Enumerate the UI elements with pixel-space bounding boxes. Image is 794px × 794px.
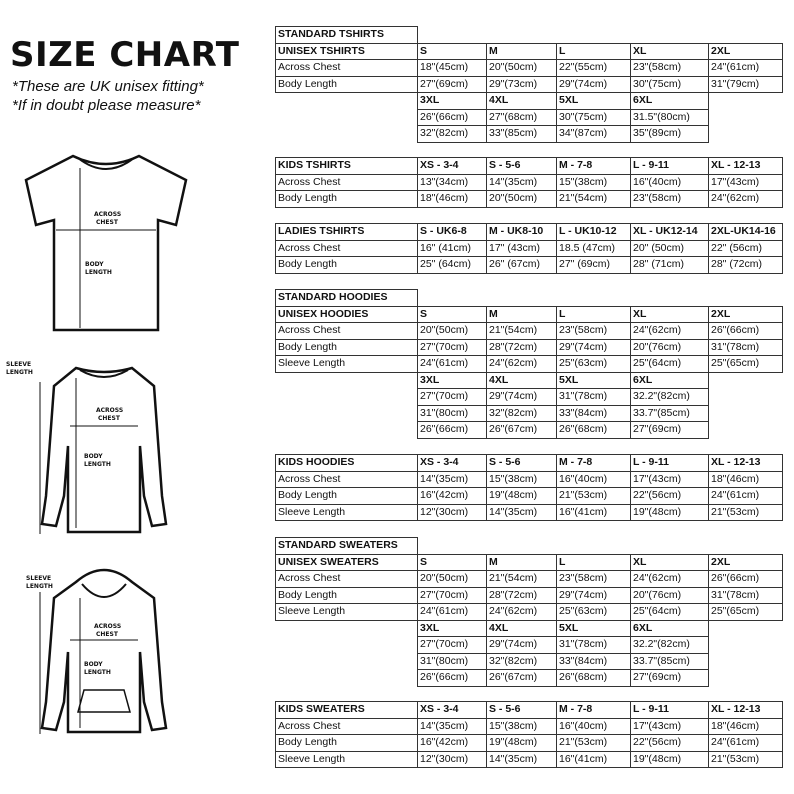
standard-sweaters-table — [275, 537, 783, 687]
header-cell: XL - UK12-14 — [631, 224, 709, 241]
table-cell: 14"(35cm) — [418, 718, 487, 735]
table-row — [276, 76, 783, 93]
header-cell: S — [418, 306, 487, 323]
table-cell: 27"(69cm) — [631, 422, 709, 439]
header-cell: M — [487, 306, 557, 323]
table-cell: 19"(48cm) — [631, 504, 709, 521]
table-cell: 20"(50cm) — [418, 571, 487, 588]
table-cell: 20" (50cm) — [631, 240, 709, 257]
table-cell: 16"(41cm) — [557, 751, 631, 768]
table-cell: 24"(61cm) — [418, 604, 487, 621]
table-row — [276, 60, 783, 77]
table-cell: 26"(66cm) — [709, 323, 783, 340]
header-cell: L - 9-11 — [631, 702, 709, 719]
table-cell: 33.7"(85cm) — [631, 653, 709, 670]
table-row — [276, 735, 783, 752]
header-cell: 2XL-UK14-16 — [709, 224, 783, 241]
table-row — [276, 27, 783, 44]
table-cell: 22" (56cm) — [709, 240, 783, 257]
kids-hoodies-table — [275, 454, 783, 521]
table-cell: 26"(66cm) — [418, 109, 487, 126]
table-cell: 21"(53cm) — [557, 488, 631, 505]
table-cell: 31"(78cm) — [557, 389, 631, 406]
header-cell: XL — [631, 306, 709, 323]
table-cell: 27"(70cm) — [418, 637, 487, 654]
table-cell: Sleeve Length — [276, 604, 418, 621]
table-cell: Across Chest — [276, 471, 418, 488]
table-row — [276, 43, 783, 60]
table-row — [276, 389, 783, 406]
table-cell: 15"(38cm) — [557, 174, 631, 191]
table-row — [276, 538, 783, 555]
table-cell: 27"(70cm) — [418, 587, 487, 604]
empty-cell — [709, 637, 783, 654]
table-cell: 14"(35cm) — [487, 174, 557, 191]
table-cell: 25"(65cm) — [709, 604, 783, 621]
table-row — [276, 191, 783, 208]
table-cell: 12"(30cm) — [418, 751, 487, 768]
table-cell: 32"(82cm) — [418, 126, 487, 143]
table-cell: Body Length — [276, 76, 418, 93]
header-cell: 4XL — [487, 372, 557, 389]
empty-cell — [276, 109, 418, 126]
table-row — [276, 257, 783, 274]
table-cell: 26"(68cm) — [557, 670, 631, 687]
table-cell: 19"(48cm) — [487, 735, 557, 752]
table-cell: Sleeve Length — [276, 504, 418, 521]
empty-cell — [276, 405, 418, 422]
table-cell: 20"(50cm) — [487, 191, 557, 208]
table-cell: 27" (69cm) — [557, 257, 631, 274]
table-row — [276, 339, 783, 356]
table-row — [276, 471, 783, 488]
empty-cell — [276, 620, 418, 637]
table-cell: 23"(58cm) — [557, 571, 631, 588]
header-cell: S - 5-6 — [487, 702, 557, 719]
table-cell: 16"(40cm) — [557, 471, 631, 488]
table-cell: 32.2"(82cm) — [631, 389, 709, 406]
standard-hoodies-table — [275, 289, 783, 439]
header-cell: L — [557, 306, 631, 323]
table-row — [276, 356, 783, 373]
header-cell: L — [557, 43, 631, 60]
table-row — [276, 126, 783, 143]
table-cell: 20"(50cm) — [487, 60, 557, 77]
table-cell: 23"(58cm) — [631, 191, 709, 208]
table-cell: 21"(53cm) — [709, 751, 783, 768]
table-cell: 31"(78cm) — [557, 637, 631, 654]
table-row — [276, 323, 783, 340]
table-cell: 29"(74cm) — [557, 339, 631, 356]
table-cell: 21"(53cm) — [709, 504, 783, 521]
table-cell: 24"(62cm) — [487, 604, 557, 621]
header-cell: STANDARD SWEATERS — [276, 538, 418, 555]
empty-cell — [276, 637, 418, 654]
header-cell: XS - 3-4 — [418, 158, 487, 175]
header-cell: S — [418, 43, 487, 60]
empty-cell — [276, 653, 418, 670]
table-cell: 12"(30cm) — [418, 504, 487, 521]
table-cell: 21"(54cm) — [487, 323, 557, 340]
hoodie-across-label-2: CHEST — [96, 631, 118, 638]
tshirt-body-label-2: LENGTH — [85, 269, 112, 276]
empty-cell — [276, 670, 418, 687]
header-cell: UNISEX TSHIRTS — [276, 43, 418, 60]
table-cell: 23"(58cm) — [631, 60, 709, 77]
table-cell: 17"(43cm) — [709, 174, 783, 191]
header-cell: M — [487, 554, 557, 571]
table-cell: 31"(80cm) — [418, 653, 487, 670]
table-cell: 32.2"(82cm) — [631, 637, 709, 654]
empty-cell — [276, 372, 418, 389]
table-cell: 34"(87cm) — [557, 126, 631, 143]
table-cell: Body Length — [276, 257, 418, 274]
empty-cell — [709, 653, 783, 670]
table-cell: 19"(48cm) — [487, 488, 557, 505]
header-cell: 6XL — [631, 620, 709, 637]
table-cell: 23"(58cm) — [557, 323, 631, 340]
table-cell: 17"(43cm) — [631, 471, 709, 488]
hoodie-body-label: BODY — [84, 661, 103, 668]
header-cell: M - 7-8 — [557, 158, 631, 175]
hoodie-sleeve-label: SLEEVE — [26, 575, 52, 582]
table-cell: 28"(72cm) — [487, 587, 557, 604]
table-row — [276, 290, 783, 307]
hoodie-across-label: ACROSS — [94, 623, 122, 630]
table-cell: 14"(35cm) — [487, 751, 557, 768]
empty-cell — [709, 670, 783, 687]
sweater-sleeve-label: SLEEVE — [6, 361, 32, 368]
table-cell: 21"(54cm) — [487, 571, 557, 588]
empty-cell — [709, 126, 783, 143]
table-cell: 33"(84cm) — [557, 405, 631, 422]
table-cell: 27"(70cm) — [418, 389, 487, 406]
header-cell: L - 9-11 — [631, 455, 709, 472]
table-cell: 16"(42cm) — [418, 735, 487, 752]
table-cell: 35"(89cm) — [631, 126, 709, 143]
table-cell: 29"(74cm) — [487, 637, 557, 654]
header-cell: STANDARD TSHIRTS — [276, 27, 418, 44]
header-cell: 5XL — [557, 93, 631, 110]
table-cell: Across Chest — [276, 571, 418, 588]
table-cell: 18"(46cm) — [418, 191, 487, 208]
table-row — [276, 93, 783, 110]
tshirt-across-label-2: CHEST — [96, 219, 118, 226]
table-row — [276, 702, 783, 719]
table-cell: Across Chest — [276, 240, 418, 257]
table-cell: Body Length — [276, 191, 418, 208]
table-cell: 26"(67cm) — [487, 422, 557, 439]
table-cell: 33.7"(85cm) — [631, 405, 709, 422]
empty-cell — [709, 620, 783, 637]
empty-cell — [709, 422, 783, 439]
sweater-body-label: BODY — [84, 453, 103, 460]
table-cell: 30"(75cm) — [631, 76, 709, 93]
table-cell: 26"(66cm) — [418, 422, 487, 439]
table-cell: 26"(68cm) — [557, 422, 631, 439]
header-cell: M — [487, 43, 557, 60]
header-cell: KIDS SWEATERS — [276, 702, 418, 719]
table-cell: 32"(82cm) — [487, 653, 557, 670]
table-cell: 27"(69cm) — [631, 670, 709, 687]
header-cell: 2XL — [709, 306, 783, 323]
table-cell: 31"(80cm) — [418, 405, 487, 422]
header-cell: 2XL — [709, 43, 783, 60]
tshirt-body-label: BODY — [85, 261, 104, 268]
table-row — [276, 224, 783, 241]
kids-tshirts-table — [275, 157, 783, 208]
table-row — [276, 571, 783, 588]
header-cell: XL — [631, 554, 709, 571]
table-row — [276, 751, 783, 768]
table-cell: 27"(70cm) — [418, 339, 487, 356]
header-cell: S - UK6-8 — [418, 224, 487, 241]
table-row — [276, 174, 783, 191]
table-cell: 33"(84cm) — [557, 653, 631, 670]
empty-cell — [709, 372, 783, 389]
table-row — [276, 670, 783, 687]
table-cell: 17" (43cm) — [487, 240, 557, 257]
table-cell: 19"(48cm) — [631, 751, 709, 768]
header-cell: XL - 12-13 — [709, 702, 783, 719]
empty-cell — [709, 389, 783, 406]
table-row — [276, 620, 783, 637]
empty-cell — [709, 93, 783, 110]
table-cell: 25"(64cm) — [631, 604, 709, 621]
table-cell: 20"(76cm) — [631, 339, 709, 356]
table-cell: 16" (41cm) — [418, 240, 487, 257]
table-cell: 27"(68cm) — [487, 109, 557, 126]
table-row — [276, 554, 783, 571]
table-row — [276, 455, 783, 472]
table-cell: 24"(61cm) — [709, 60, 783, 77]
table-cell: 13"(34cm) — [418, 174, 487, 191]
table-cell: 26"(67cm) — [487, 670, 557, 687]
table-cell: 31"(79cm) — [709, 76, 783, 93]
table-cell: Sleeve Length — [276, 751, 418, 768]
table-cell: 16"(42cm) — [418, 488, 487, 505]
header-cell: XL - 12-13 — [709, 455, 783, 472]
header-cell: M - UK8-10 — [487, 224, 557, 241]
table-cell: 31"(78cm) — [709, 587, 783, 604]
header-cell: XL — [631, 43, 709, 60]
empty-cell — [418, 290, 783, 307]
header-cell: L - UK10-12 — [557, 224, 631, 241]
header-cell: 6XL — [631, 93, 709, 110]
table-cell: 20"(50cm) — [418, 323, 487, 340]
table-cell: 17"(43cm) — [631, 718, 709, 735]
table-cell: Sleeve Length — [276, 356, 418, 373]
table-row — [276, 587, 783, 604]
table-cell: Across Chest — [276, 323, 418, 340]
header-cell: 3XL — [418, 93, 487, 110]
header-cell: S - 5-6 — [487, 455, 557, 472]
header-cell: S — [418, 554, 487, 571]
table-cell: 29"(74cm) — [557, 76, 631, 93]
empty-cell — [276, 126, 418, 143]
sweater-across-label: ACROSS — [96, 407, 124, 414]
table-row — [276, 372, 783, 389]
table-row — [276, 405, 783, 422]
empty-cell — [709, 109, 783, 126]
header-cell: XL - 12-13 — [709, 158, 783, 175]
table-cell: 24"(62cm) — [487, 356, 557, 373]
header-cell: XS - 3-4 — [418, 455, 487, 472]
table-cell: Across Chest — [276, 174, 418, 191]
standard-tshirts-table — [275, 26, 783, 143]
header-cell: LADIES TSHIRTS — [276, 224, 418, 241]
table-cell: 26"(66cm) — [418, 670, 487, 687]
sweater-sleeve-label-2: LENGTH — [6, 369, 33, 376]
table-cell: Body Length — [276, 488, 418, 505]
table-cell: 25"(63cm) — [557, 604, 631, 621]
table-cell: 18"(45cm) — [418, 60, 487, 77]
table-cell: 24"(62cm) — [709, 191, 783, 208]
table-cell: 24"(61cm) — [418, 356, 487, 373]
header-cell: STANDARD HOODIES — [276, 290, 418, 307]
header-cell: KIDS HOODIES — [276, 455, 418, 472]
empty-cell — [276, 389, 418, 406]
table-cell: Across Chest — [276, 718, 418, 735]
empty-cell — [276, 422, 418, 439]
header-cell: M - 7-8 — [557, 455, 631, 472]
table-cell: 25"(63cm) — [557, 356, 631, 373]
note-measure: *If in doubt please measure* — [12, 97, 201, 114]
table-cell: 32"(82cm) — [487, 405, 557, 422]
table-cell: 24"(62cm) — [631, 323, 709, 340]
hoodie-sleeve-label-2: LENGTH — [26, 583, 53, 590]
page-title: SIZE CHART — [10, 35, 240, 75]
table-cell: 18"(46cm) — [709, 718, 783, 735]
sweater-across-label-2: CHEST — [98, 415, 120, 422]
table-cell: Body Length — [276, 339, 418, 356]
table-row — [276, 109, 783, 126]
sweater-illustration — [4, 356, 174, 546]
table-cell: 14"(35cm) — [487, 504, 557, 521]
table-cell: 16"(41cm) — [557, 504, 631, 521]
table-cell: 20"(76cm) — [631, 587, 709, 604]
header-cell: S - 5-6 — [487, 158, 557, 175]
header-cell: 4XL — [487, 620, 557, 637]
ladies-tshirts-table — [275, 223, 783, 274]
empty-cell — [276, 93, 418, 110]
table-cell: 22"(56cm) — [631, 488, 709, 505]
table-cell: 21"(54cm) — [557, 191, 631, 208]
header-cell: 2XL — [709, 554, 783, 571]
table-row — [276, 158, 783, 175]
table-cell: 16"(40cm) — [557, 718, 631, 735]
table-cell: 26" (67cm) — [487, 257, 557, 274]
table-row — [276, 504, 783, 521]
table-cell: Body Length — [276, 587, 418, 604]
kids-sweaters-table — [275, 701, 783, 768]
table-row — [276, 718, 783, 735]
header-cell: 5XL — [557, 372, 631, 389]
table-cell: 15"(38cm) — [487, 471, 557, 488]
table-cell: 16"(40cm) — [631, 174, 709, 191]
table-row — [276, 653, 783, 670]
table-cell: 24"(62cm) — [631, 571, 709, 588]
empty-cell — [709, 405, 783, 422]
header-cell: 5XL — [557, 620, 631, 637]
empty-cell — [418, 538, 783, 555]
header-cell: 3XL — [418, 372, 487, 389]
header-cell: XS - 3-4 — [418, 702, 487, 719]
table-row — [276, 306, 783, 323]
table-cell: 29"(73cm) — [487, 76, 557, 93]
table-cell: 31"(78cm) — [709, 339, 783, 356]
table-cell: 28" (71cm) — [631, 257, 709, 274]
table-cell: 22"(56cm) — [631, 735, 709, 752]
table-cell: 30"(75cm) — [557, 109, 631, 126]
table-cell: 31.5"(80cm) — [631, 109, 709, 126]
tshirt-illustration — [18, 150, 194, 336]
table-cell: 25"(65cm) — [709, 356, 783, 373]
table-cell: 25"(64cm) — [631, 356, 709, 373]
table-cell: 21"(53cm) — [557, 735, 631, 752]
table-row — [276, 637, 783, 654]
header-cell: KIDS TSHIRTS — [276, 158, 418, 175]
table-cell: 18"(46cm) — [709, 471, 783, 488]
hoodie-illustration — [4, 562, 176, 742]
note-unisex: *These are UK unisex fitting* — [12, 78, 204, 95]
header-cell: UNISEX SWEATERS — [276, 554, 418, 571]
table-row — [276, 488, 783, 505]
table-cell: 25" (64cm) — [418, 257, 487, 274]
table-cell: Body Length — [276, 735, 418, 752]
table-cell: 27"(69cm) — [418, 76, 487, 93]
table-row — [276, 604, 783, 621]
table-cell: Across Chest — [276, 60, 418, 77]
table-cell: 29"(74cm) — [487, 389, 557, 406]
header-cell: 6XL — [631, 372, 709, 389]
table-row — [276, 422, 783, 439]
header-cell: L - 9-11 — [631, 158, 709, 175]
table-cell: 28"(72cm) — [487, 339, 557, 356]
table-cell: 24"(61cm) — [709, 735, 783, 752]
table-cell: 33"(85cm) — [487, 126, 557, 143]
header-cell: L — [557, 554, 631, 571]
table-cell: 29"(74cm) — [557, 587, 631, 604]
table-row — [276, 240, 783, 257]
header-cell: UNISEX HOODIES — [276, 306, 418, 323]
header-cell: M - 7-8 — [557, 702, 631, 719]
table-cell: 18.5 (47cm) — [557, 240, 631, 257]
sweater-body-label-2: LENGTH — [84, 461, 111, 468]
hoodie-body-label-2: LENGTH — [84, 669, 111, 676]
table-cell: 15"(38cm) — [487, 718, 557, 735]
empty-cell — [418, 27, 783, 44]
table-cell: 14"(35cm) — [418, 471, 487, 488]
table-cell: 26"(66cm) — [709, 571, 783, 588]
table-cell: 22"(55cm) — [557, 60, 631, 77]
header-cell: 4XL — [487, 93, 557, 110]
table-cell: 28" (72cm) — [709, 257, 783, 274]
table-cell: 24"(61cm) — [709, 488, 783, 505]
header-cell: 3XL — [418, 620, 487, 637]
tshirt-across-label: ACROSS — [94, 211, 122, 218]
